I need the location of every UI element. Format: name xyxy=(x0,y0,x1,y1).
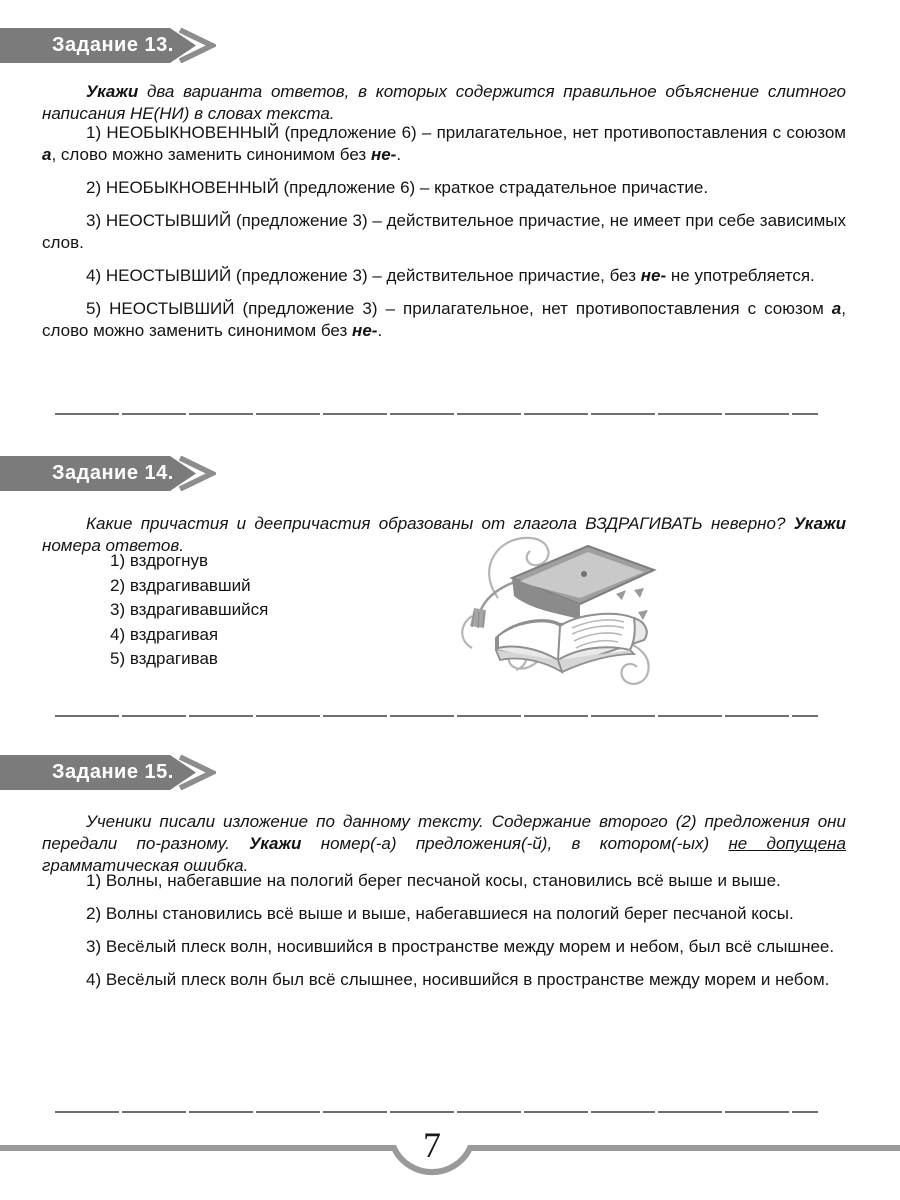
task13-option-2: 2) НЕОБЫКНОВЕННЫЙ (предложение 6) – краткое страдательное причастие. xyxy=(86,178,709,197)
task14-banner xyxy=(0,456,216,491)
task13-option-1: 1) НЕОБЫКНОВЕННЫЙ (предложение 6) – прилагательное, нет противопоставления с союзом а, слово можно заменить синонимом без не-. xyxy=(42,123,846,164)
task14-item-1: 1) вздрогнув xyxy=(110,551,209,570)
task14-item-3: 3) вздрагивавшийся xyxy=(110,600,269,619)
answer-line-task13 xyxy=(55,413,818,415)
task13-instruction: Укажи два варианта ответов, в которых содержится правильное объяснение слитного написания НЕ(НИ) в словах текста. xyxy=(42,82,846,123)
task15-option-3: 3) Весёлый плеск волн, носившийся в пространстве между морем и небом, был всё слышнее. xyxy=(86,937,835,956)
task14-instruction: Какие причастия и деепричастия образованы от глагола ВЗДРАГИВАТЬ неверно? Укажи номера ответов. xyxy=(42,514,846,555)
task13-options xyxy=(42,122,846,342)
page-number: 7 xyxy=(423,1125,441,1165)
task15-option-1: 1) Волны, набегавшие на пологий берег песчаной косы, становились всё выше и выше. xyxy=(86,871,781,890)
task14-item-4: 4) вздрагивая xyxy=(110,624,219,644)
task13-option-3: 3) НЕОСТЫВШИЙ (предложение 3) – действительное причастие, не имеет при себе зависимых слов. xyxy=(42,211,846,252)
task14-banner-label: Задание 14. xyxy=(52,462,174,484)
graduation-cap-book-illustration xyxy=(438,520,662,697)
task15-instruction: Ученики писали изложение по данному тексту. Содержание второго (2) предложения они передали по-разному. Укажи номер(-а) предложения(-й), в котором(-ых) не допущена грамматическая ошибка. xyxy=(42,812,846,875)
task15-banner-label: Задание 15. xyxy=(52,761,174,783)
task14-item-5: 5) вздрагивав xyxy=(110,649,218,668)
task13-banner-label: Задание 13. xyxy=(52,34,174,56)
task13-option-4: 4) НЕОСТЫВШИЙ (предложение 3) – действительное причастие, без не- не употребляется. xyxy=(86,266,815,285)
answer-line-task15 xyxy=(55,1111,818,1113)
task13-banner xyxy=(0,28,216,63)
answer-line-task14 xyxy=(55,715,818,717)
task15-option-2: 2) Волны становились всё выше и выше, набегавшиеся на пологий берег песчаной косы. xyxy=(86,904,794,923)
task13-option-5: 5) НЕОСТЫВШИЙ (предложение 3) – прилагательное, нет противопоставления с союзом а, слово можно заменить синонимом без не-. xyxy=(42,299,846,340)
task15-option-4: 4) Весёлый плеск волн был всё слышнее, носившийся в пространстве между морем и небом. xyxy=(86,970,830,989)
task15-options xyxy=(42,870,846,991)
task15-banner xyxy=(0,755,216,790)
task14-item-2: 2) вздрагивавший xyxy=(110,575,251,595)
task14-word-list xyxy=(110,549,268,672)
